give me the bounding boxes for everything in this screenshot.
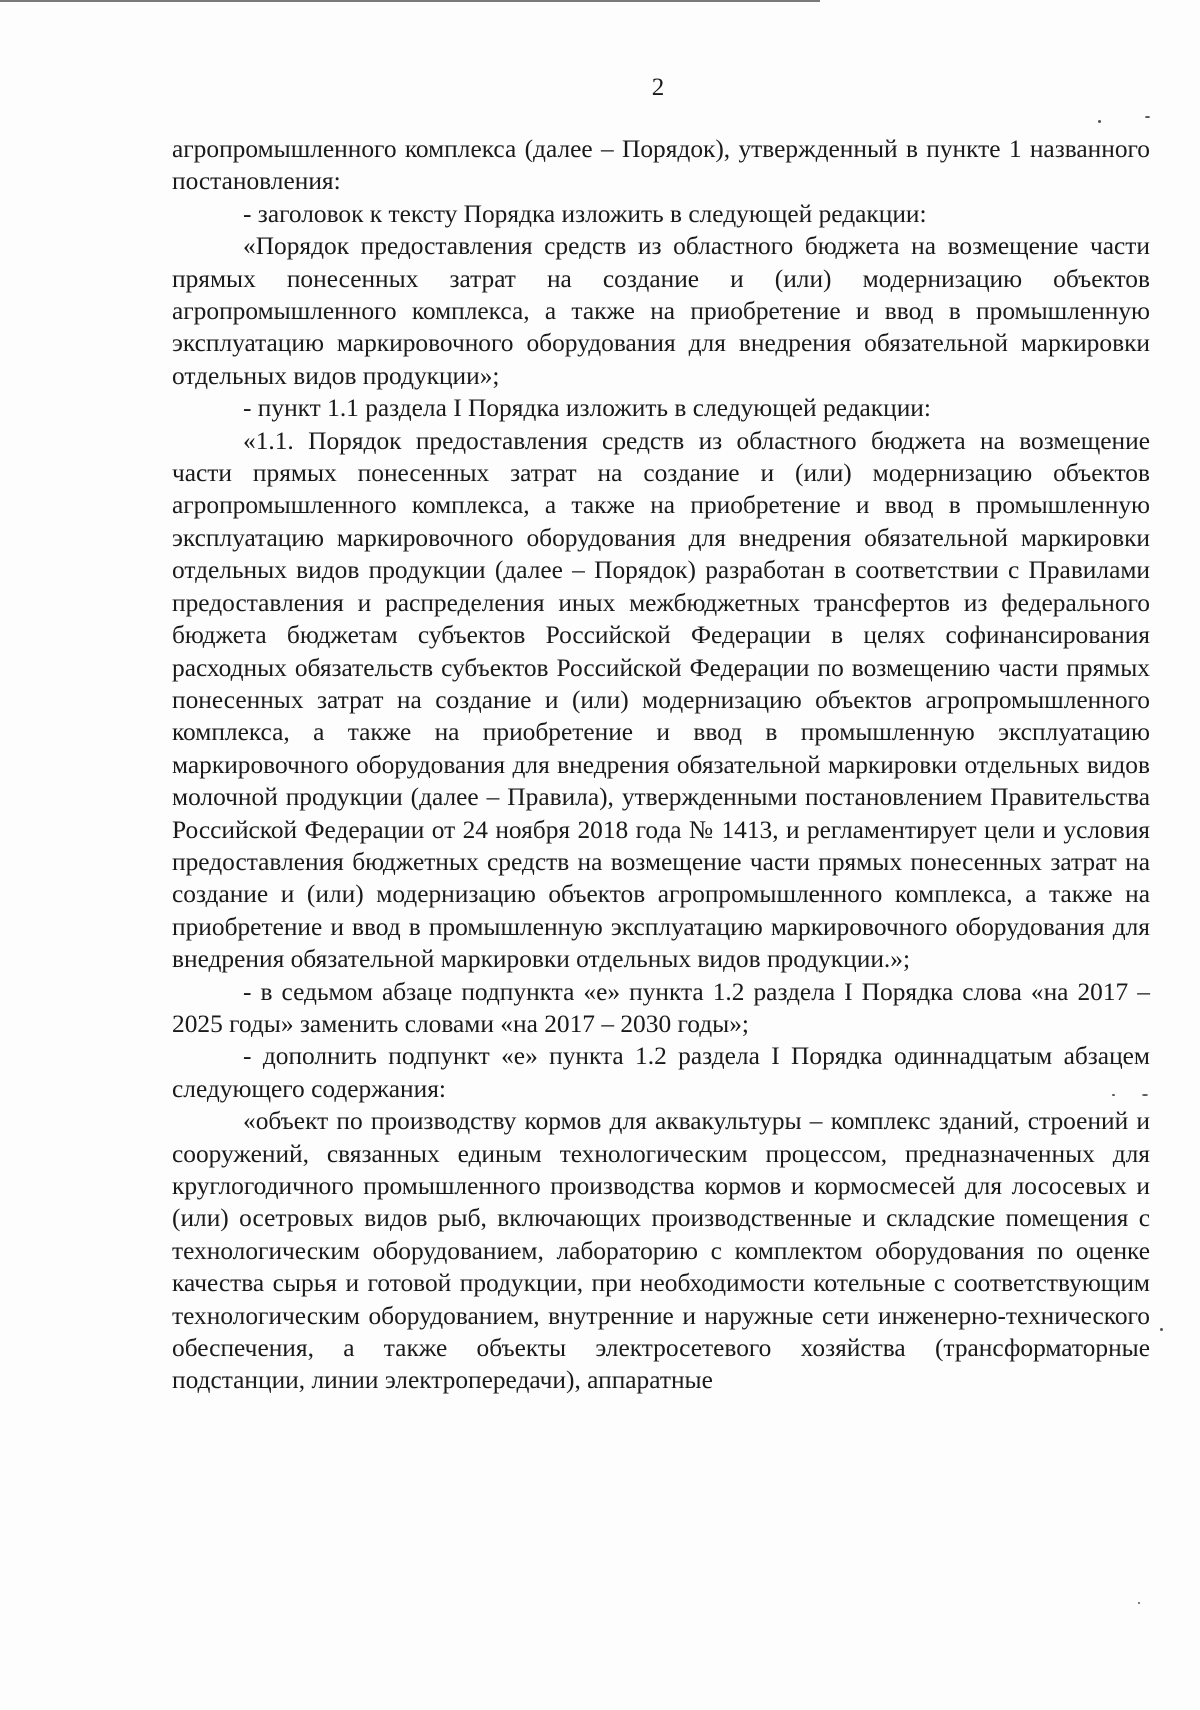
page-number: 2 (651, 74, 665, 101)
paragraph-new-heading: «Порядок предоставления средств из областного бюджета на возмещение части прямых понесенных затрат на создание и (или) модернизацию объектов агропромышленного комплекса, а также на приобретение и ввод в промышленную эксплуатацию маркировочного оборудования для внедрения обязательной маркировки отдельных видов продукции»; (172, 232, 1150, 390)
paragraph-continuation: агропромышленного комплекса (далее – Порядок), утвержденный в пункте 1 названного постановления: (172, 135, 1150, 196)
scan-speck (1160, 1328, 1163, 1331)
scan-speck (1098, 120, 1101, 123)
paragraph-feed-object-definition: «объект по производству кормов для аквакультуры – комплекс зданий, строений и сооружений, связанных единым технологическим процессом, предназначенных для круглогодичного промышленного производства кормов и кормосмесей для лососевых и (или) осетровых видов рыб, включающих производственные и складские помещения с технологическим оборудованием, лабораторию с комплектом оборудования по оценке качества сырья и готовой продукции, при необходимости котельные с соответствующим технологическим оборудованием, внутренние и наружные сети инженерно-технического обеспечения, а также объекты электросетевого хозяйства (трансформаторные подстанции, линии электропередачи), аппаратные (172, 1107, 1150, 1395)
paragraph-item-1-1-text: «1.1. Порядок предоставления средств из областного бюджета на возмещение части прямых понесенных затрат на создание и (или) модернизацию объектов агропромышленного комплекса, а также на приобретение и ввод в промышленную эксплуатацию маркировочного оборудования для внедрения обязательной маркировки отдельных видов продукции (далее – Порядок) разработан в соответствии с Правилами предоставления и распределения иных межбюджетных трансфертов из федерального бюджета бюджетам субъектов Российской Федерации в целях софинансирования расходных обязательств субъектов Российской Федерации по возмещению части прямых понесенных затрат на создание и (или) модернизацию объектов агропромышленного комплекса, а также на приобретение и ввод в промышленную эксплуатацию маркировочного оборудования для внедрения обязательной маркировки отдельных видов молочной продукции (далее – Правила), утвержденными постановлением Правительства Российской Федерации от 24 ноября 2018 года № 1413, и регламентирует цели и условия предоставления бюджетных средств на возмещение части прямых понесенных затрат на создание и (или) модернизацию объектов агропромышленного комплекса, а также на приобретение и ввод в промышленную эксплуатацию маркировочного оборудования для внедрения обязательной маркировки отдельных видов продукции.»; (172, 426, 1150, 974)
paragraph-supplement-amendment: - дополнить подпункт «е» пункта 1.2 раздела I Порядка одиннадцатым абзацем следующего содержания: (172, 1042, 1150, 1103)
scan-top-edge (0, 0, 820, 2)
paragraph-heading-amendment: - заголовок к тексту Порядка изложить в следующей редакции: (243, 199, 927, 228)
scan-speck (1142, 1094, 1148, 1096)
paragraph-item-1-1-amendment: - пункт 1.1 раздела I Порядка изложить в следующей редакции: (243, 394, 931, 423)
scan-speck (1112, 1094, 1115, 1096)
document-body (172, 133, 1150, 1397)
scan-speck (1145, 116, 1150, 118)
paragraph-years-amendment: - в седьмом абзаце подпункта «е» пункта 1.2 раздела I Порядка слова «на 2017 – 2025 годы» заменить словами «на 2017 – 2030 годы»; (172, 977, 1150, 1038)
scan-speck (1138, 1602, 1140, 1604)
